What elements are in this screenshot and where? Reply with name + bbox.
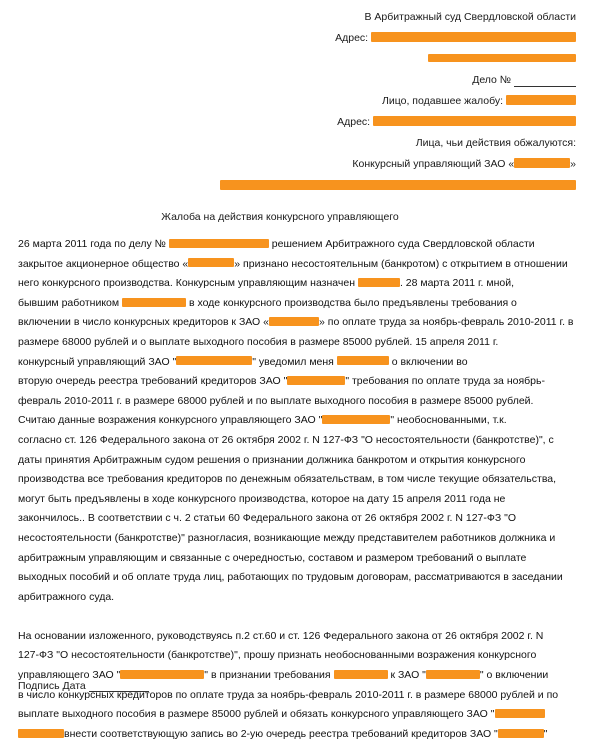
body-text-4a: бывшим работником bbox=[18, 296, 123, 309]
body-text-22b: " в признании требования bbox=[204, 669, 334, 682]
applicant-label: Лицо, подавшее жалобу: bbox=[381, 95, 504, 107]
signature-label: Подпись Дата bbox=[18, 680, 86, 692]
body-text-7a: конкурсный управляющий ЗАО " bbox=[18, 355, 177, 368]
body-line-6: размере 68000 рублей и о выплате выходного пособия в размере 85000 рублей. 15 апреля 2011 г. bbox=[18, 335, 499, 348]
body-text-2b: » признано несостоятельным (банкротом) с открытием в отношении bbox=[234, 257, 568, 270]
respondent-line bbox=[18, 157, 576, 171]
redaction-manager-1 bbox=[358, 278, 400, 287]
body-line-19: арбитражного суда. bbox=[18, 590, 115, 603]
body-text-5b: » по оплате труда за ноябрь-февраль 2010-2011 г. в bbox=[319, 316, 574, 329]
document-body bbox=[18, 235, 582, 744]
body-line-11: согласно ст. 126 Федерального закона от 26 октября 2002 г. N 127-ФЗ "О несостоятельности (банкротстве)", с bbox=[18, 433, 554, 446]
redaction-company-7 bbox=[426, 670, 480, 679]
applicant-line bbox=[18, 94, 576, 108]
redaction-company-8 bbox=[495, 709, 545, 718]
redaction-company-10 bbox=[498, 729, 544, 738]
paragraph-gap bbox=[18, 607, 582, 627]
body-line-15: закончилось.. В соответствии с ч. 2 статьи 60 Федерального закона от 26 октября 2002 г. N 127-ФЗ "О bbox=[18, 512, 517, 525]
body-line-4 bbox=[18, 294, 582, 314]
redaction-company-9 bbox=[18, 729, 64, 738]
body-text-5a: включении в число конкурсных кредиторов к ЗАО « bbox=[18, 316, 269, 329]
redaction-company-6 bbox=[120, 670, 204, 679]
redaction-person-2 bbox=[334, 670, 388, 679]
redaction-company-4 bbox=[287, 376, 345, 385]
body-line-18: выходных пособий и об оплате труда лиц, работающих по трудовым договорам, рассматриваются в заседании bbox=[18, 571, 563, 584]
case-number-line bbox=[18, 73, 576, 87]
body-line-9: февраль 2010-2011 г. в размере 68000 рублей и по выплате выходного пособия в размере 85000 рублей. bbox=[18, 394, 534, 407]
redaction-company-2 bbox=[269, 317, 319, 326]
body-line-20: На основании изложенного, руководствуясь п.2 ст.60 и ст. 126 Федерального закона от 26 октября 2002 г. N bbox=[18, 629, 544, 642]
body-line-16: несостоятельности (банкротстве)" разногласия, возникающие между представителем работников должника и bbox=[18, 531, 556, 544]
redaction-person-1 bbox=[337, 356, 389, 365]
address-label: Адрес: bbox=[335, 32, 369, 44]
redaction-address-2 bbox=[428, 54, 576, 62]
court-line: В Арбитражный суд Свердловской области bbox=[364, 11, 576, 23]
body-text-7b: " уведомил меня bbox=[252, 355, 337, 368]
body-text-3a: него конкурсного производства. Конкурсным управляющим назначен bbox=[18, 277, 358, 290]
body-text-24a: выплате выходного пособия в размере 85000 рублей и обязать конкурсного управляющего ЗАО " bbox=[18, 708, 495, 721]
body-text-3b: . 28 марта 2011 г. мной, bbox=[399, 277, 515, 290]
document-header bbox=[18, 10, 582, 171]
respondent-label-line: Лица, чьи действия обжалуются: bbox=[415, 137, 576, 149]
body-line-13: производства все требования кредиторов по денежным обязательствам, в том числе текущие обязательства, bbox=[18, 473, 557, 486]
body-line-7 bbox=[18, 353, 582, 373]
page-title: Жалоба на действия конкурсного управляющего bbox=[161, 211, 399, 223]
redaction-case-no bbox=[169, 239, 269, 248]
body-line-17: арбитражным управляющим и связанные с очередностью, составом и размером требований о выплате bbox=[18, 551, 527, 564]
body-text-25a: внести соответствующую запись во 2-ую очередь реестра требований кредиторов ЗАО " bbox=[64, 727, 498, 740]
address-line bbox=[18, 31, 576, 45]
body-text-8b: " требования по оплате труда за ноябрь- bbox=[345, 375, 545, 388]
body-text-8a: вторую очередь реестра требований кредиторов ЗАО " bbox=[18, 375, 288, 388]
applicant-address-line bbox=[18, 115, 576, 129]
body-text-10b: " необоснованными, т.к. bbox=[390, 414, 507, 427]
body-text-1a: 26 марта 2011 года по делу № bbox=[18, 238, 169, 250]
body-line-25 bbox=[18, 725, 582, 744]
body-text-4b: в ходе конкурсного производства было предъявлены требования о bbox=[186, 296, 517, 309]
redaction-band bbox=[18, 177, 582, 195]
body-text-25b: " bbox=[543, 727, 548, 740]
case-number-label: Дело № bbox=[472, 74, 512, 86]
body-text-7c: о включении во bbox=[388, 355, 468, 368]
redaction-applicant bbox=[506, 95, 576, 105]
body-line-10 bbox=[18, 411, 582, 431]
respondent-text: Конкурсный управляющий ЗАО « bbox=[352, 158, 515, 170]
body-line-14: могут быть предъявлены в ходе конкурсного производства, которое на дату 15 апреля 2011 года не bbox=[18, 492, 506, 505]
redaction-company-3 bbox=[176, 356, 252, 365]
body-text-1b: решением Арбитражного суда Свердловской области bbox=[268, 238, 535, 250]
body-line-5 bbox=[18, 313, 582, 333]
redaction-respondent bbox=[514, 158, 570, 168]
address-line-2 bbox=[18, 52, 576, 66]
body-line-8 bbox=[18, 372, 582, 392]
body-line-24 bbox=[18, 705, 582, 725]
body-line-3 bbox=[18, 274, 582, 294]
respondent-text-end: » bbox=[570, 158, 576, 170]
applicant-address-label: Адрес: bbox=[337, 116, 371, 128]
body-line-1 bbox=[18, 235, 582, 255]
body-line-12: даты принятия Арбитражным судом решения о признании должника банкротом и открытия конкурсного bbox=[18, 453, 526, 466]
body-text-22c: к ЗАО " bbox=[387, 669, 426, 682]
redaction-company-1 bbox=[188, 258, 234, 267]
body-text-22a: управляющего ЗАО " bbox=[18, 669, 121, 682]
body-line-23: в число конкурсных кредиторов по оплате труда за ноябрь-февраль 2010-2011 г. в размере 68000 рублей и по bbox=[18, 688, 559, 701]
redaction-company-5 bbox=[322, 415, 390, 424]
body-text-22d: " о включении bbox=[479, 669, 549, 682]
redaction-employer bbox=[122, 298, 186, 307]
body-text-10a: Считаю данные возражения конкурсного управляющего ЗАО " bbox=[18, 414, 323, 427]
body-text-2a: закрытое акционерное общество « bbox=[18, 257, 189, 270]
signature-block bbox=[18, 680, 149, 692]
redaction-applicant-address bbox=[373, 116, 576, 126]
redaction-address-1 bbox=[371, 32, 576, 42]
redaction-band-bar bbox=[220, 180, 576, 190]
body-line-21: 127-ФЗ "О несостоятельности (банкротстве)", прошу признать необоснованными возражения конкурсного bbox=[18, 649, 537, 662]
signature-blank bbox=[89, 681, 149, 692]
case-number-blank bbox=[514, 76, 576, 87]
body-line-2 bbox=[18, 255, 582, 275]
